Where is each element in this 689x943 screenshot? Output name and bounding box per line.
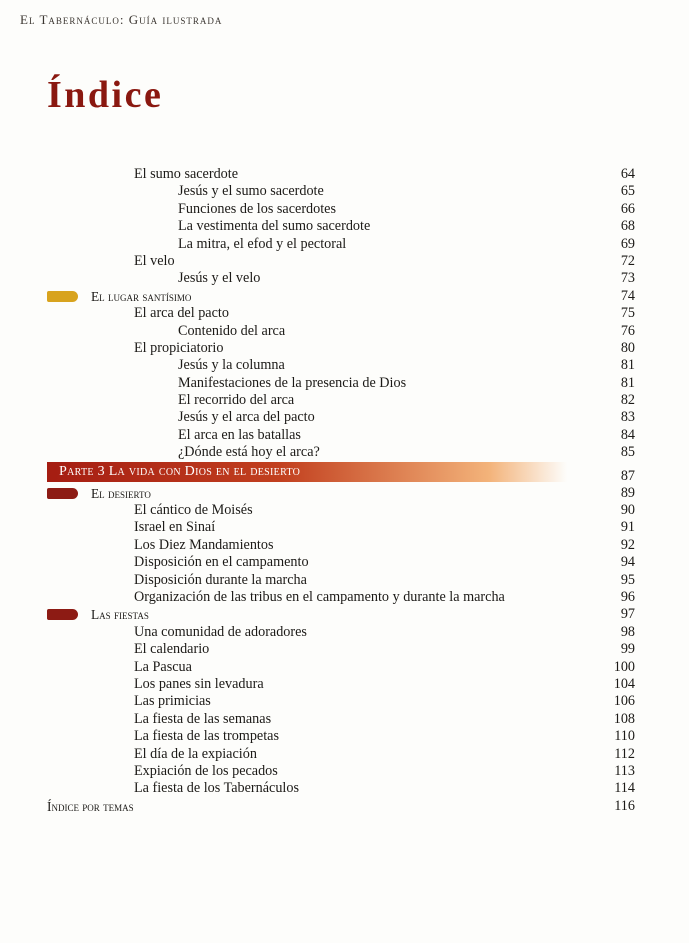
toc-page-number: 97 [620, 606, 635, 623]
toc-entry-title: Jesús y el arca del pacto [178, 409, 315, 426]
toc-entry-title: Jesús y el sumo sacerdote [178, 183, 324, 200]
toc-entry [0, 270, 689, 287]
toc-page-number: 76 [620, 322, 635, 339]
section-marker-icon [47, 291, 78, 302]
toc-page-number: 92 [620, 536, 635, 553]
toc-entry [0, 554, 689, 571]
toc-entry-title: Contenido del arca [178, 322, 286, 339]
toc-part-heading [0, 462, 689, 485]
toc-page-number: 108 [613, 710, 635, 727]
toc-entry [0, 537, 689, 554]
toc-entry [0, 624, 689, 641]
toc-entry-title: El día de la expiación [134, 745, 257, 762]
toc-page-number: 65 [620, 183, 635, 200]
toc-entry [0, 166, 689, 183]
toc-entry [0, 519, 689, 536]
toc-entry-title: ¿Dónde está hoy el arca? [178, 444, 320, 461]
toc-entry [0, 323, 689, 340]
toc-entry-title: Las primicias [134, 693, 211, 710]
toc-entry-title: La fiesta de las trompetas [134, 728, 279, 745]
toc-page-number: 113 [614, 762, 635, 779]
toc-entry [0, 236, 689, 253]
toc-entry-title: El sumo sacerdote [134, 166, 239, 182]
toc-entry [0, 340, 689, 357]
toc-page-number: 112 [614, 745, 635, 762]
toc-entry-title: El desierto [91, 485, 151, 501]
toc-entry [0, 728, 689, 745]
toc-entry [0, 409, 689, 426]
toc-page-number: 84 [620, 426, 635, 443]
toc-entry-title: Organización de las tribus en el campamento y durante la marcha [134, 588, 505, 605]
toc-entry-title: El arca en las batallas [178, 426, 301, 443]
toc-page-number: 89 [620, 484, 635, 501]
toc-page-number: 90 [620, 502, 635, 519]
toc-page-number: 81 [620, 374, 635, 391]
toc-page-number: 100 [613, 658, 635, 675]
toc-entry [0, 502, 689, 519]
toc-entry-title: Jesús y el velo [178, 270, 261, 287]
toc-page-number: 68 [620, 218, 635, 235]
toc-page-number: 64 [620, 166, 635, 182]
toc-entry-title: El arca del pacto [134, 305, 229, 322]
toc-section-entry [0, 288, 689, 305]
toc-page-number: 91 [620, 519, 635, 536]
section-marker-icon [47, 609, 78, 620]
toc-entry [0, 641, 689, 658]
toc-section-entry [0, 485, 689, 502]
toc-entry-title: Disposición durante la marcha [134, 571, 307, 588]
toc-page-number: 99 [620, 641, 635, 658]
toc-entry [0, 589, 689, 606]
toc-entry [0, 427, 689, 444]
toc-entry-title: El calendario [134, 641, 210, 658]
toc-section-entry [0, 606, 689, 623]
toc-entry-title: El propiciatorio [134, 339, 224, 356]
toc-entry-title: Jesús y la columna [178, 357, 285, 374]
toc-entry [0, 676, 689, 693]
toc-entry-title: El cántico de Moisés [134, 502, 253, 519]
toc-entry-title: Las fiestas [91, 607, 149, 623]
toc-entry [0, 253, 689, 270]
toc-entry [0, 711, 689, 728]
toc-entry [0, 375, 689, 392]
toc-entry-title: La fiesta de las semanas [134, 710, 272, 727]
section-marker-icon [47, 488, 78, 499]
toc-entry-title: El recorrido del arca [178, 392, 295, 409]
toc-entry-title: Israel en Sinaí [134, 519, 216, 536]
toc-entry-title: Disposición en el campamento [134, 554, 309, 571]
toc-entry [0, 357, 689, 374]
toc-page-number: 87 [620, 467, 635, 484]
toc-entry [0, 183, 689, 200]
toc-entry-title: Los panes sin levadura [134, 675, 264, 692]
toc-page-number: 80 [620, 339, 635, 356]
toc-page-number: 74 [620, 287, 635, 304]
part-banner [47, 462, 567, 482]
toc-page-number: 110 [614, 728, 635, 745]
toc-entry-title: La mitra, el efod y el pectoral [178, 235, 347, 252]
toc-entry-title: El lugar santísimo [91, 288, 192, 304]
toc-page-number: 69 [620, 235, 635, 252]
toc-page-number: 104 [613, 675, 635, 692]
toc-page-number: 66 [620, 200, 635, 217]
toc-page-number: 96 [620, 588, 635, 605]
toc-entry [0, 201, 689, 218]
toc-entry-title: La Pascua [134, 658, 192, 675]
toc-entry [0, 659, 689, 676]
table-of-contents [0, 166, 689, 815]
toc-entry [0, 572, 689, 589]
toc-page-number: 83 [620, 409, 635, 426]
toc-page-number: 75 [620, 305, 635, 322]
toc-entry-title: Funciones de los sacerdotes [178, 200, 336, 217]
page-title: Índice [47, 74, 164, 116]
toc-entry-title: El velo [134, 252, 175, 269]
toc-page-number: 81 [620, 357, 635, 374]
running-head-text: El Tabernáculo: Guía ilustrada [20, 12, 223, 27]
toc-section-entry [0, 798, 689, 815]
toc-page-number: 94 [620, 554, 635, 571]
toc-entry-title: La fiesta de los Tabernáculos [134, 780, 299, 797]
toc-entry-title: La vestimenta del sumo sacerdote [178, 218, 371, 235]
toc-page-number: 82 [620, 392, 635, 409]
toc-entry-title: Expiación de los pecados [134, 762, 278, 779]
toc-page-number: 85 [620, 444, 635, 461]
toc-entry [0, 305, 689, 322]
toc-entry [0, 218, 689, 235]
toc-page-number: 116 [614, 797, 635, 814]
toc-entry [0, 780, 689, 797]
toc-page-number: 106 [613, 693, 635, 710]
toc-page-number: 73 [620, 270, 635, 287]
toc-page-number: 72 [620, 252, 635, 269]
toc-entry [0, 746, 689, 763]
toc-page-number: 95 [620, 571, 635, 588]
toc-entry [0, 444, 689, 461]
part-title: Parte 3 La vida con Dios en el desierto [59, 463, 301, 479]
toc-entry [0, 392, 689, 409]
toc-entry [0, 693, 689, 710]
toc-page-number: 114 [614, 780, 635, 797]
toc-entry-title: Manifestaciones de la presencia de Dios [178, 374, 407, 391]
running-head [20, 12, 222, 28]
toc-entry-title: Una comunidad de adoradores [134, 623, 307, 640]
toc-entry-title: Los Diez Mandamientos [134, 536, 274, 553]
toc-entry-title: Índice por temas [47, 798, 134, 814]
toc-entry [0, 763, 689, 780]
toc-page-number: 98 [620, 623, 635, 640]
